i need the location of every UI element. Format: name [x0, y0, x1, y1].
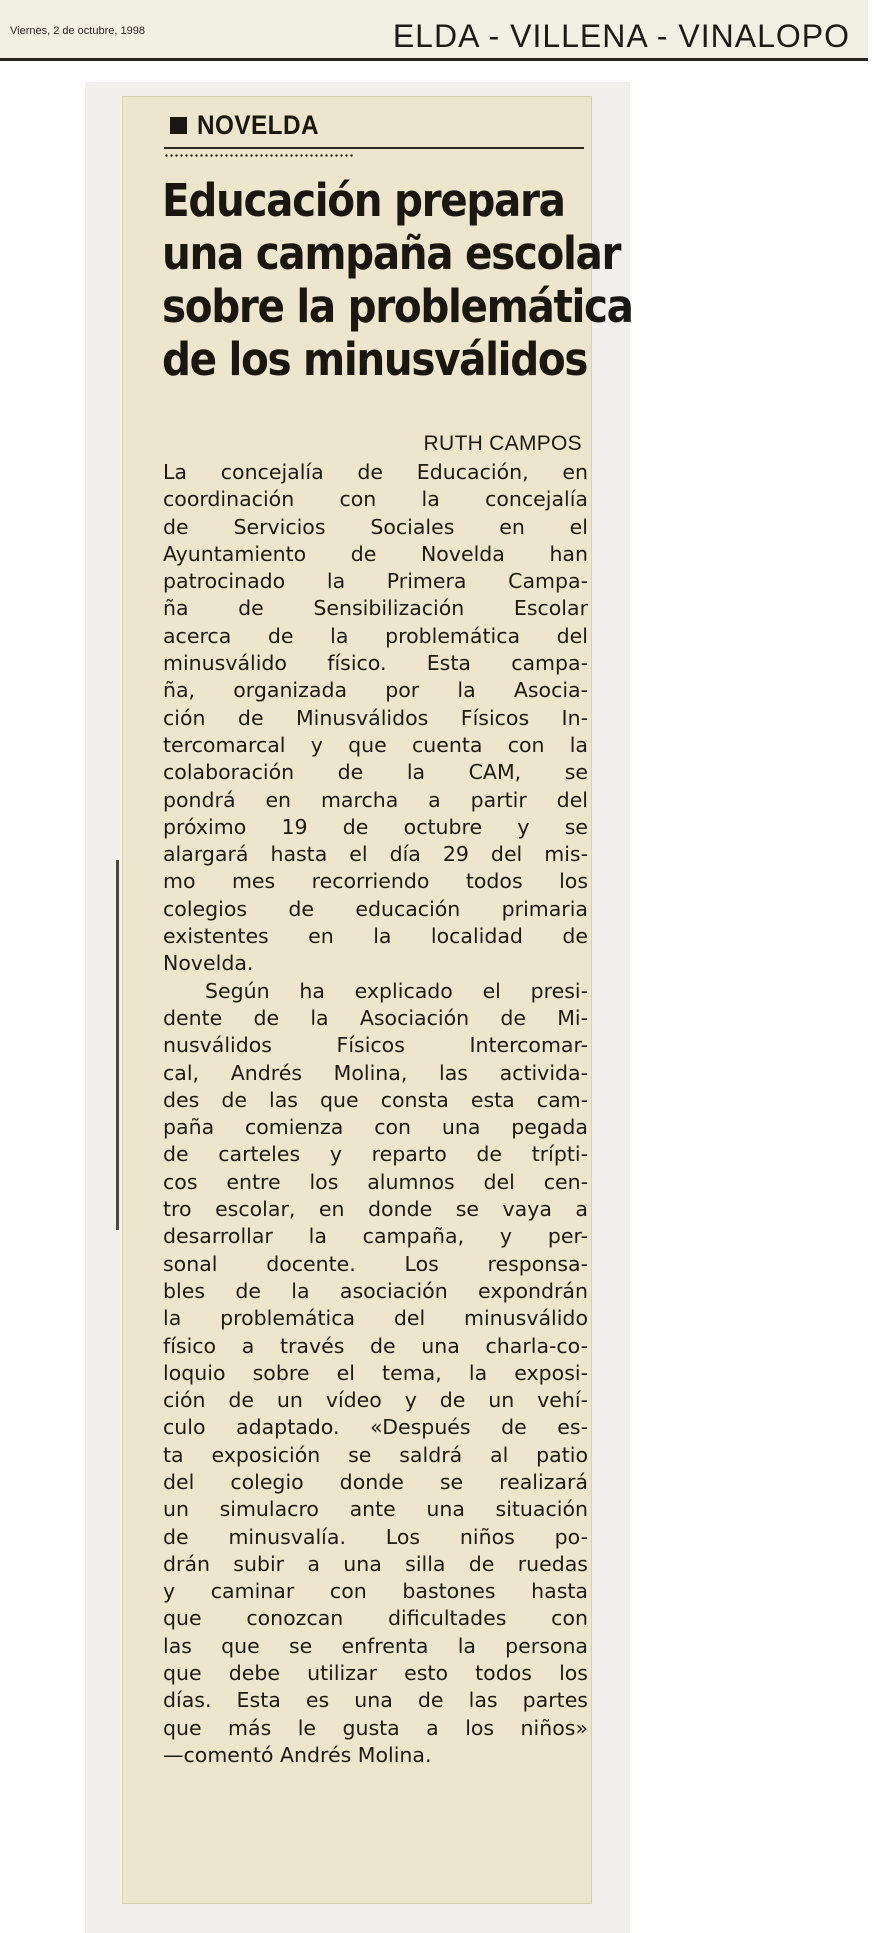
body-line: que más le gusta a los niños» — [163, 1715, 588, 1740]
body-line: nusválidos Físicos Intercomar- — [163, 1033, 588, 1058]
clipping-edge-shadow — [116, 860, 119, 1230]
body-line: próximo 19 de octubre y se — [163, 814, 588, 839]
body-line: cos entre los alumnos del cen- — [163, 1169, 588, 1194]
body-line: ción de un vídeo y de un vehí- — [163, 1388, 588, 1413]
body-line: ña de Sensibilización Escolar — [163, 596, 588, 621]
body-line: paña comienza con una pegada — [163, 1115, 588, 1140]
square-bullet-icon — [170, 117, 187, 134]
body-line: La concejalía de Educación, en — [163, 460, 588, 484]
headline-line: Educación prepara — [162, 174, 565, 227]
article-body — [163, 459, 588, 1769]
body-line: acerca de la problemática del — [163, 623, 588, 648]
body-line: tro escolar, en donde se vaya a — [163, 1197, 588, 1222]
headline-line: de los minusválidos — [162, 333, 588, 386]
newspaper-header — [0, 0, 868, 61]
body-line: Ayuntamiento de Novelda han — [163, 541, 588, 566]
body-line: un simulacro ante una situación — [163, 1497, 588, 1522]
body-line: —comentó Andrés Molina. — [163, 1742, 432, 1767]
body-line: Según ha explicado el presi- — [205, 978, 588, 1003]
body-line: de Servicios Sociales en el — [163, 514, 588, 539]
headline-line: sobre la problemática — [162, 280, 633, 333]
body-line: colegios de educación primaria — [163, 896, 588, 921]
body-line: que conozcan dificultades con — [163, 1606, 588, 1631]
body-line: ta exposición se saldrá al patio — [163, 1442, 588, 1467]
body-line: mo mes recorriendo todos los — [163, 869, 588, 894]
issue-date: Viernes, 2 de octubre, 1998 — [10, 25, 145, 37]
body-line: sonal docente. Los responsa- — [163, 1251, 588, 1276]
body-line: culo adaptado. «Después de es- — [163, 1415, 588, 1440]
dotted-divider — [164, 154, 354, 157]
body-line: Novelda. — [163, 951, 254, 976]
body-line: coordinación con la concejalía — [163, 487, 588, 512]
body-line: ción de Minusválidos Físicos In- — [163, 705, 588, 730]
body-line: del colegio donde se realizará — [163, 1469, 588, 1494]
body-line: existentes en la localidad de — [163, 924, 588, 949]
body-line: dente de la Asociación de Mi- — [163, 1005, 588, 1030]
section-tag — [170, 110, 333, 141]
body-line: patrocinado la Primera Campa- — [163, 569, 588, 594]
body-line: alargará hasta el día 29 del mis- — [163, 842, 588, 867]
regional-section-title: ELDA - VILLENA - VINALOPO — [392, 18, 850, 54]
body-line: de carteles y reparto de trípti- — [163, 1142, 588, 1167]
headline — [162, 174, 633, 386]
body-line: las que se enfrenta la persona — [163, 1633, 588, 1658]
body-line: pondrá en marcha a partir del — [163, 787, 588, 812]
article-clipping — [122, 96, 633, 1904]
body-line: que debe utilizar esto todos los — [163, 1661, 588, 1686]
body-line: minusválido físico. Esta campa- — [163, 651, 588, 676]
body-line: físico a través de una charla-co- — [163, 1333, 588, 1358]
body-line: días. Esta es una de las partes — [163, 1688, 588, 1713]
headline-line: una campaña escolar — [162, 227, 621, 280]
section-label: NOVELDA — [197, 110, 319, 140]
body-line: de minusvalía. Los niños po- — [163, 1524, 588, 1549]
body-line: la problemática del minusválido — [163, 1306, 588, 1331]
section-rule — [164, 147, 584, 149]
body-line: drán subir a una silla de ruedas — [163, 1551, 588, 1576]
body-line: bles de la asociación expondrán — [163, 1278, 588, 1303]
body-line: loquio sobre el tema, la exposi- — [163, 1360, 588, 1385]
body-line: colaboración de la CAM, se — [163, 760, 588, 785]
body-line: cal, Andrés Molina, las activida- — [163, 1060, 588, 1085]
body-line: desarrollar la campaña, y per- — [163, 1224, 588, 1249]
body-line: tercomarcal y que cuenta con la — [163, 732, 588, 757]
body-line: ña, organizada por la Asocia- — [163, 678, 588, 703]
body-line: y caminar con bastones hasta — [163, 1579, 588, 1604]
body-line: des de las que consta esta cam- — [163, 1087, 588, 1112]
byline: RUTH CAMPOS — [423, 432, 582, 455]
